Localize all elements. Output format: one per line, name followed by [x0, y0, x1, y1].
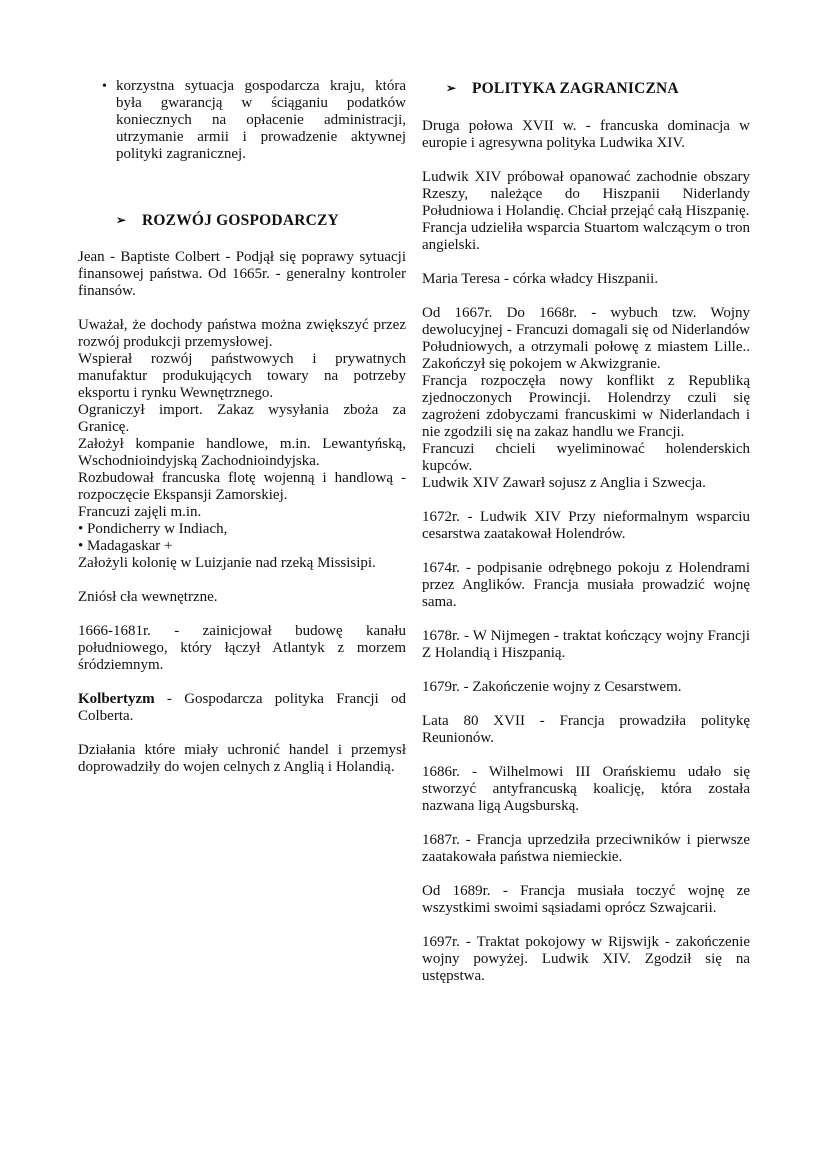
line: Francuzi chcieli wyeliminować holenderskich kupców.	[422, 441, 750, 474]
line: Ludwik XIV Zawarł sojusz z Anglia i Szwecja.	[422, 475, 706, 491]
line: Francja udzieliła wsparcia Stuartom walczącym o tron angielski.	[422, 220, 750, 253]
paragraph: 1678r. - W Nijmegen - traktat kończący wojny Francji Z Holandią i Hiszpanią.	[422, 628, 750, 661]
line: • Pondicherry w Indiach,	[78, 521, 228, 537]
paragraph: 1697r. - Traktat pokojowy w Rijswijk - zakończenie wojny powyżej. Ludwik XIV. Zgodził się na ustępstwa.	[422, 934, 750, 984]
heading-polityka-zagraniczna: ➢ POLITYKA ZAGRANICZNA	[446, 80, 679, 97]
paragraph: 1687r. - Francja uprzedziła przeciwników i pierwsze zaatakowała państwa niemieckie.	[422, 832, 750, 865]
line: Założyli kolonię w Luizjanie nad rzeką Missisipi.	[78, 555, 376, 571]
paragraph: 1672r. - Ludwik XIV Przy nieformalnym wsparciu cesarstwa zaatakował Holendrów.	[422, 509, 750, 542]
line: Wspierał rozwój państwowych i prywatnych manufaktur produkujących towary na potrzeby eksportu i rynku Wewnętrznego.	[78, 351, 406, 401]
left-body	[78, 249, 406, 776]
bullet-text: korzystna sytuacja gospodarcza kraju, która była gwarancją w ściąganiu podatków koniecznych na opłacenie administracji, utrzymanie armii i prowadzenie aktywnej polityki zagranicznej.	[116, 78, 406, 162]
paragraph: 1674r. - podpisanie odrębnego pokoju z Holendrami przez Anglików. Francja musiała prowadzić wojnę sama.	[422, 560, 750, 610]
paragraph: 1686r. - Wilhelmowi III Orańskiemu udało się stworzyć antyfrancuską koalicję, która została nazwana ligą Augsburską.	[422, 764, 750, 814]
term-kolbertyzm: Kolbertyzm	[78, 691, 155, 707]
bullet-item	[102, 78, 406, 163]
line: Uważał, że dochody państwa można zwiększyć przez rozwój produkcji przemysłowej.	[78, 317, 406, 350]
paragraph: Zniósł cła wewnętrzne.	[78, 589, 218, 605]
line: Ograniczył import. Zakaz wysyłania zboża za Granicę.	[78, 402, 406, 435]
line: • Madagaskar +	[78, 538, 173, 554]
bullet-dot: •	[102, 79, 107, 94]
right-body	[422, 118, 750, 985]
line: Założył kompanie handlowe, m.in. Lewantyńską, Wschodnioindyjską Zachodnioindyjska.	[78, 436, 406, 469]
arrow-icon: ➢	[446, 81, 457, 95]
line: Francja rozpoczęła nowy konflikt z Republiką zjednoczonych Prowincji. Holendrzy czuli się zagrożeni zdobyczami francuskimi w Niderlandach i nie zgodzili się na zakaz handlu we Francji.	[422, 373, 750, 440]
line: Od 1667r. Do 1668r. - wybuch tzw. Wojny dewolucyjnej - Francuzi domagali się od Niderlandów Południowych, a otrzymali połowę z miastem Lille.. Zakończył się pokojem w Akwizgranie.	[422, 305, 750, 372]
arrow-icon: ➢	[116, 213, 127, 227]
line: Ludwik XIV próbował opanować zachodnie obszary Rzeszy, należące do Hiszpanii Niderlandy Południowa i Holandię. Chciał przejąć całą Hiszpanię.	[422, 169, 750, 219]
paragraph: Jean - Baptiste Colbert - Podjął się poprawy sytuacji finansowej państwa. Od 1665r. - generalny kontroler finansów.	[78, 249, 406, 299]
paragraph-group	[422, 169, 750, 254]
paragraph: Od 1689r. - Francja musiała toczyć wojnę ze wszystkimi swoimi sąsiadami oprócz Szwajcarii.	[422, 883, 750, 916]
heading-rozwoj-gospodarczy: ➢ ROZWÓJ GOSPODARCZY	[116, 212, 339, 229]
line: Rozbudował francuska flotę wojenną i handlową - rozpoczęcie Ekspansji Zamorskiej.	[78, 470, 406, 503]
paragraph: 1666-1681r. - zainicjował budowę kanału południowego, który łączył Atlantyk z morzem śródziemnym.	[78, 623, 406, 673]
paragraph-group	[422, 305, 750, 492]
paragraph: Działania które miały uchronić handel i przemysł doprowadziły do wojen celnych z Anglią i Holandią.	[78, 742, 406, 775]
paragraph: Druga połowa XVII w. - francuska dominacja w europie i agresywna polityka Ludwika XIV.	[422, 118, 750, 151]
paragraph: Kolbertyzm - Gospodarcza polityka Francji od Colberta.	[78, 691, 406, 724]
paragraph: 1679r. - Zakończenie wojny z Cesarstwem.	[422, 679, 682, 695]
paragraph: Maria Teresa - córka władcy Hiszpanii.	[422, 271, 659, 287]
paragraph-group	[78, 317, 406, 572]
paragraph: Lata 80 XVII - Francja prowadziła politykę Reunionów.	[422, 713, 750, 746]
line: Francuzi zajęli m.in.	[78, 504, 202, 520]
